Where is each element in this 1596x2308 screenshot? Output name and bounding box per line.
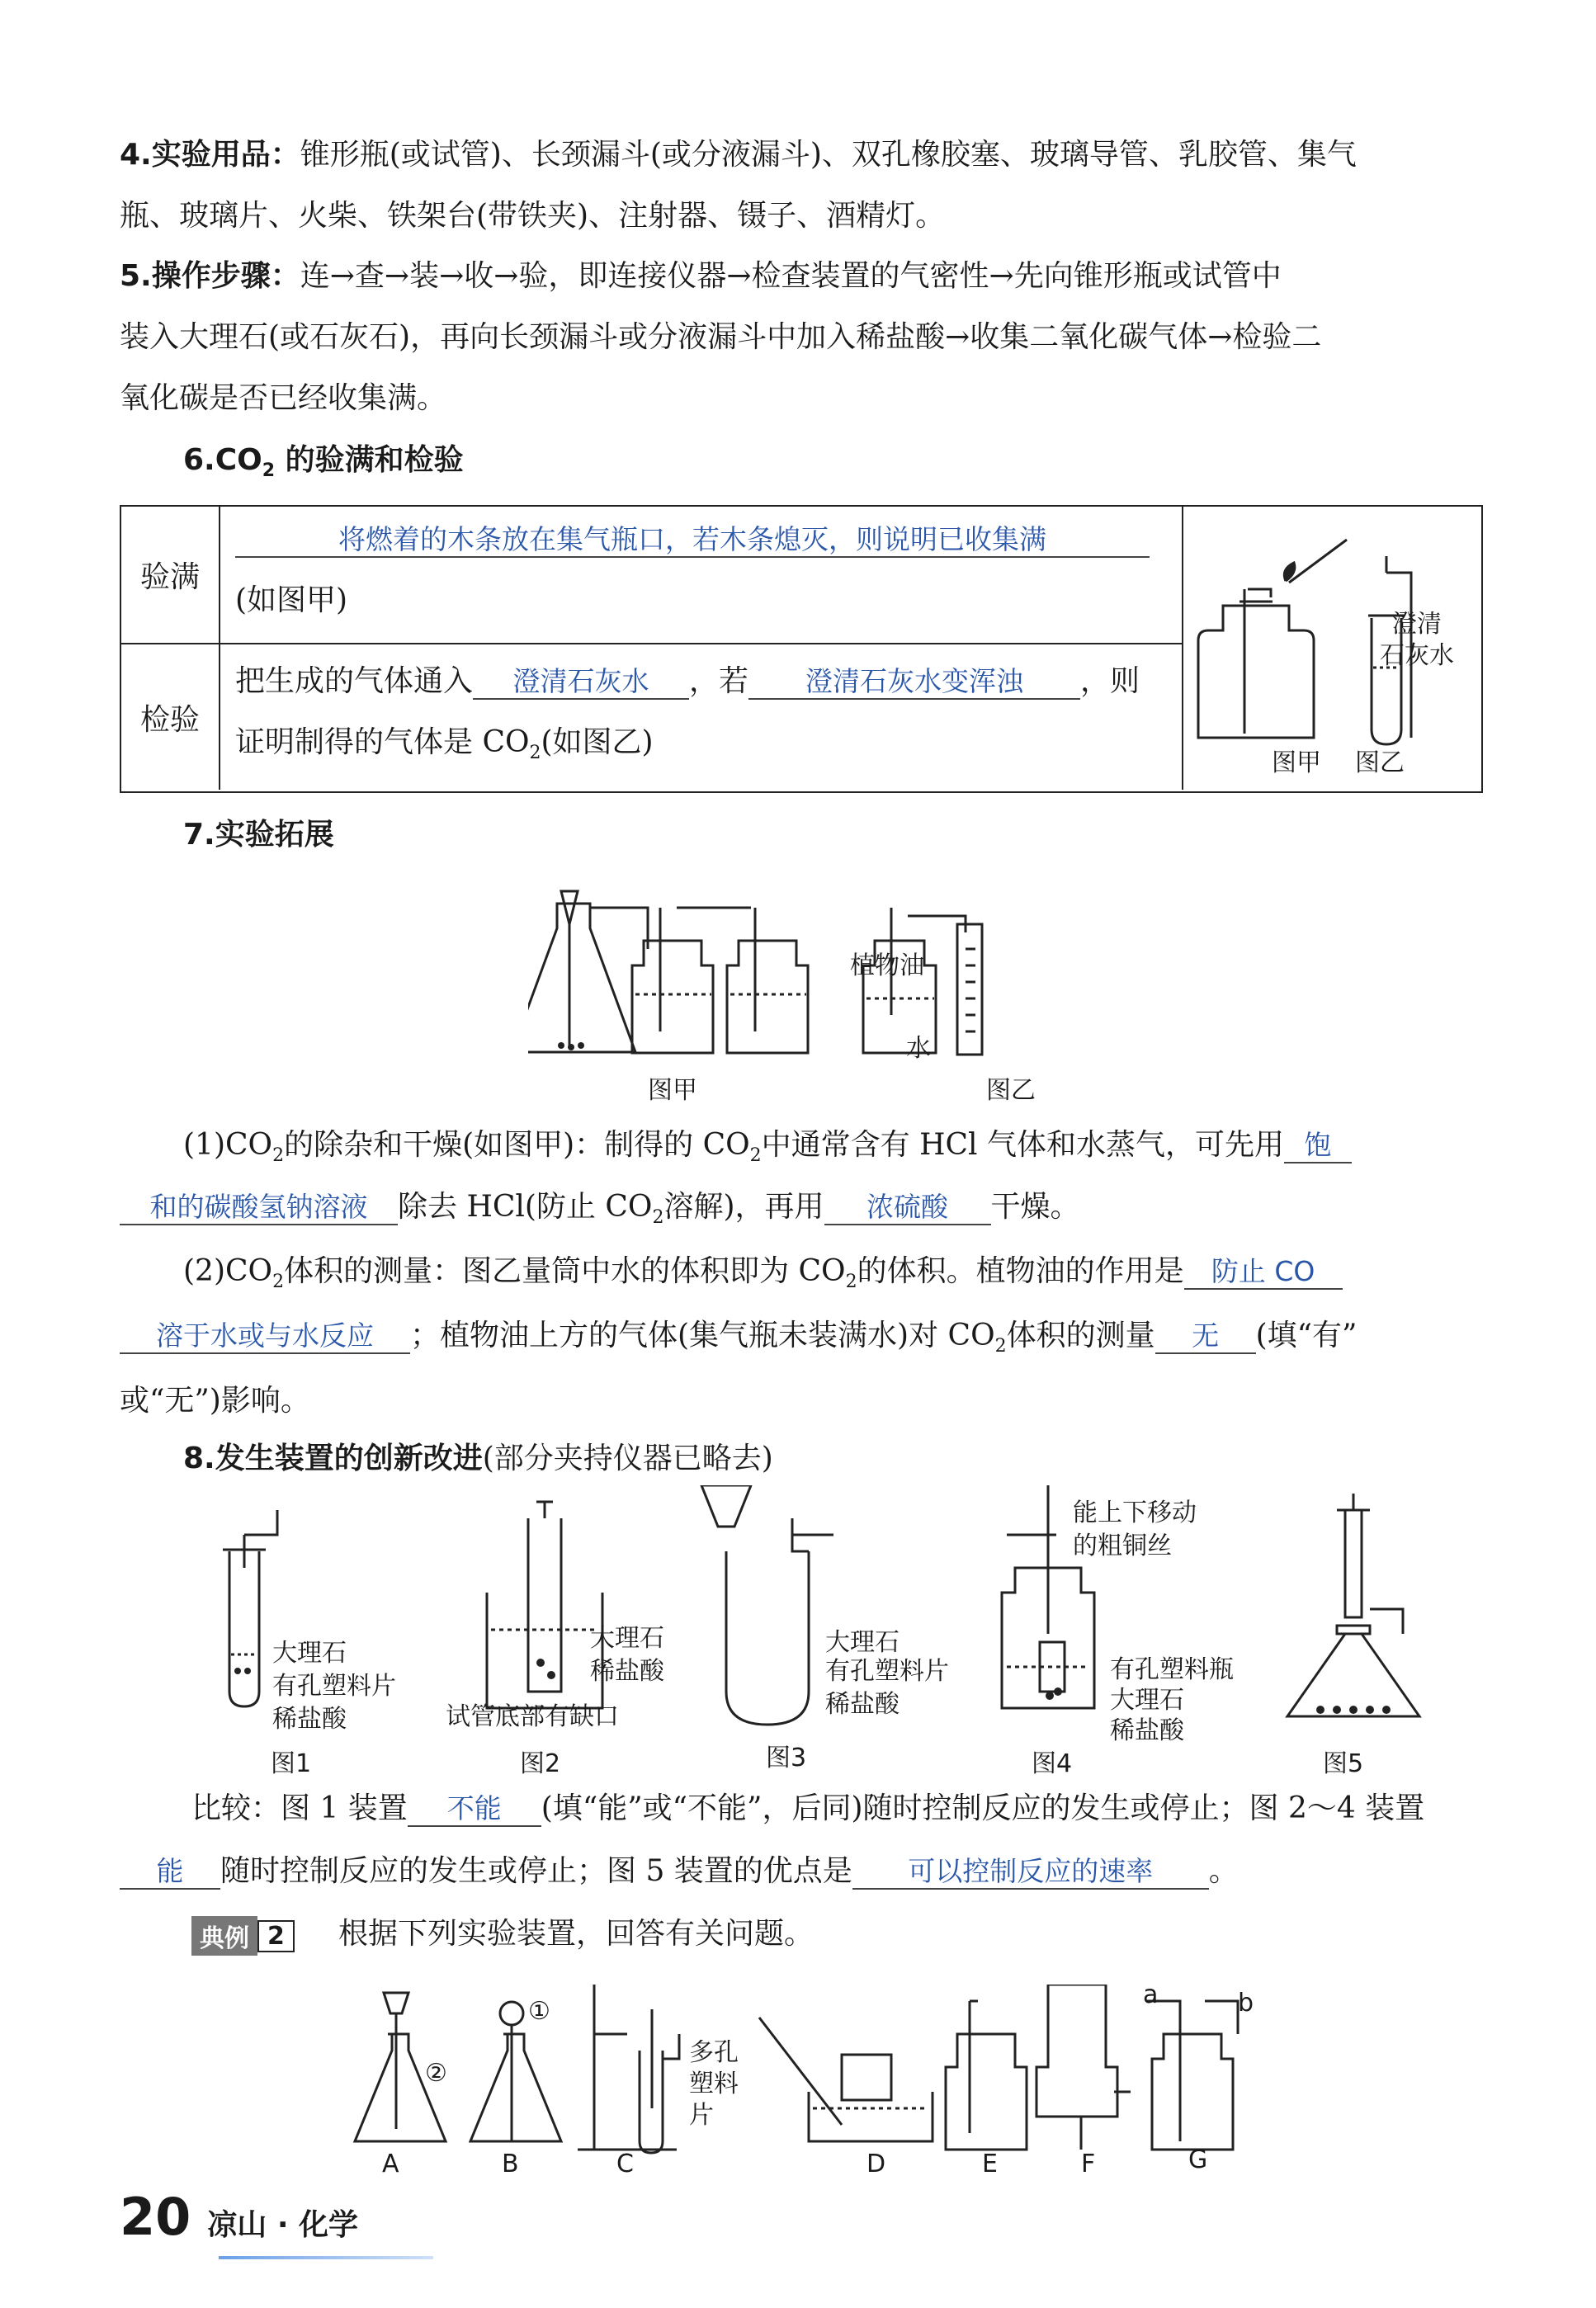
- answer-p2-2: 无: [1155, 1319, 1256, 1354]
- label-A: A: [382, 2150, 399, 2178]
- example-figures: [347, 1985, 1518, 2158]
- answer-p2-1a: 防止 CO: [1184, 1255, 1343, 1290]
- item4-line2: [120, 198, 945, 234]
- page-number: 20: [120, 2187, 191, 2247]
- item5-text1: 连→查→装→收→验，即连接仪器→检查装置的气密性→先向锥形瓶或试管中: [300, 259, 1282, 293]
- item4-line1: [120, 137, 1357, 173]
- item7-p2-line2: 溶于水或与水反应 ；植物油上方的气体(集气瓶未装满水)对 $CO_2$体积的测量 无 (填“有”: [120, 1318, 1357, 1365]
- answer-p1-2: 浓硫酸: [824, 1191, 991, 1225]
- row-divider: [121, 643, 1182, 644]
- fig2-caption: 图2: [520, 1749, 561, 1778]
- item5-line1: [120, 258, 1282, 295]
- fig1-label-marble: 大理石: [272, 1639, 347, 1668]
- answer-cmp-1: 不能: [408, 1792, 541, 1827]
- fig3-label-plate: 有孔塑料片: [825, 1657, 949, 1686]
- fig4-label-wire-2: 的粗铜丝: [1073, 1532, 1172, 1560]
- fig4-caption: 图4: [1032, 1749, 1073, 1778]
- answer-cmp-3: 可以控制反应的速率: [852, 1855, 1209, 1890]
- example-question: 根据下列实验装置，回答有关问题。: [338, 1917, 815, 1951]
- answer-jianyan-2: 澄清石灰水变浑浊: [748, 665, 1080, 700]
- fig2-label-marble: 大理石: [590, 1624, 664, 1653]
- label-C: C: [616, 2150, 634, 2178]
- book-title: 凉山 · 化学: [207, 2208, 359, 2242]
- item6-heading: $6.CO_2$ 的验满和检验: [183, 443, 464, 482]
- item7-p2-line1: $(2)CO_2$体积的测量：图乙量筒中水的体积即为 $CO_2$的体积。植物油的作用是 防止 CO: [183, 1253, 1343, 1300]
- c-label-2: 塑料: [689, 2070, 739, 2098]
- item7-fig-jia: 图甲: [648, 1076, 697, 1105]
- c-label-1: 多孔: [689, 2038, 739, 2067]
- oil-label: 植物油: [850, 951, 924, 980]
- label-yanman: 验满: [121, 507, 220, 643]
- compare-line2: 能 随时控制反应的发生或停止；图 5 装置的优点是 可以控制反应的速率 。: [120, 1853, 1239, 1890]
- label-F: F: [1081, 2150, 1096, 2178]
- answer-yanman: 将燃着的木条放在集气瓶口，若木条熄灭，则说明已收集满: [235, 523, 1150, 558]
- yanman-tail: (如图甲): [235, 583, 348, 617]
- item5-text2: 装入大理石(或石灰石)，再向长颈漏斗或分液漏斗中加入稀盐酸→收集二氧化碳气体→检验二: [120, 320, 1322, 354]
- fig2-label-notch: 试管底部有缺口: [446, 1702, 619, 1731]
- fig1-label-plate: 有孔塑料片: [272, 1672, 396, 1701]
- c-label-3: 片: [689, 2101, 714, 2130]
- item8-heading: 8.发生装置的创新改进(部分夹持仪器已略去): [183, 1442, 773, 1475]
- label-jianyan: 检验: [121, 644, 220, 790]
- item7-p2-line3: 或“无”)影响。: [120, 1384, 310, 1418]
- mark-1: ①: [528, 1997, 550, 2026]
- limewater-label-2: 石灰水: [1380, 641, 1454, 670]
- item7-p1-line1: $(1)CO_2$的除杂和干燥(如图甲)：制得的 $CO_2$中通常含有 HCl 气体和水蒸气，可先用 饱: [183, 1127, 1352, 1174]
- fig-jia-caption: 图甲: [1272, 748, 1321, 777]
- compare-line1: 比较：图 1 装置 不能 (填“能”或“不能”，后同)随时控制反应的发生或停止；图 2～4 装置: [191, 1791, 1425, 1825]
- item5-text3: 氧化碳是否已经收集满。: [120, 381, 447, 415]
- answer-p1-1a: 饱: [1284, 1129, 1352, 1163]
- item5-line3: [120, 380, 446, 417]
- item7-fig-yi: 图乙: [986, 1076, 1036, 1105]
- item4-text2: 瓶、玻璃片、火柴、铁架台(带铁夹)、注射器、镊子、酒精灯。: [120, 199, 946, 233]
- fig2-label-acid: 稀盐酸: [590, 1657, 664, 1686]
- item5-line2: [120, 319, 1321, 356]
- fig3-label-marble: 大理石: [825, 1628, 900, 1657]
- fig3-label-acid: 稀盐酸: [825, 1690, 900, 1719]
- answer-p1-1b: 和的碳酸氢钠溶液: [120, 1191, 398, 1225]
- label-E: E: [982, 2150, 998, 2178]
- item4-head: 4.实验用品：: [120, 138, 300, 172]
- col-divider: [1182, 507, 1183, 790]
- answer-p2-1b: 溶于水或与水反应: [120, 1319, 410, 1354]
- fig4-label-marble: 大理石: [1110, 1686, 1184, 1715]
- mark-2: ②: [425, 2059, 447, 2088]
- fig3-caption: 图3: [766, 1744, 807, 1772]
- fig4-label-acid: 稀盐酸: [1110, 1716, 1184, 1745]
- water-label: 水: [906, 1034, 931, 1063]
- fig4-label-wire-1: 能上下移动: [1073, 1499, 1197, 1527]
- co2-test-table: 验满 检验 将燃着的木条放在集气瓶口，若木条熄灭，则说明已收集满 (如图甲) 把生成的气体通入 澄清石灰水 ，若 澄清石灰水变浑浊 ，则 证明制得的气体是 $CO_2$(如图乙) 图甲 图乙 澄清 石灰水: [120, 505, 1483, 793]
- page-footer: [120, 2187, 358, 2247]
- example-badge: 典例 2: [191, 1916, 295, 1956]
- g-label-b: b: [1238, 1989, 1254, 2018]
- item4-text1: 锥形瓶(或试管)、长颈漏斗(或分液漏斗)、双孔橡胶塞、玻璃导管、乳胶管、集气: [300, 138, 1357, 172]
- answer-jianyan-1: 澄清石灰水: [473, 665, 689, 700]
- answer-cmp-2: 能: [120, 1855, 220, 1890]
- item5-head: 5.操作步骤：: [120, 259, 300, 293]
- limewater-label-1: 澄清: [1392, 610, 1442, 639]
- fig1-label-acid: 稀盐酸: [272, 1705, 347, 1734]
- item7-figures: [528, 875, 1089, 1073]
- label-D: D: [866, 2150, 886, 2178]
- label-B: B: [502, 2150, 519, 2178]
- item7-p1-line2: 和的碳酸氢钠溶液 除去 HCl(防止 $CO_2$溶解)，再用 浓硫酸 干燥。: [120, 1189, 1080, 1236]
- fig-yi-caption: 图乙: [1355, 748, 1405, 777]
- fig4-label-bottle: 有孔塑料瓶: [1110, 1655, 1234, 1684]
- fig5-caption: 图5: [1323, 1749, 1364, 1778]
- fig1-caption: 图1: [271, 1749, 312, 1778]
- g-label-a: a: [1143, 1980, 1159, 2009]
- footer-underline: [219, 2256, 433, 2259]
- item7-heading: 7.实验拓展: [183, 818, 334, 852]
- label-G: G: [1188, 2145, 1208, 2174]
